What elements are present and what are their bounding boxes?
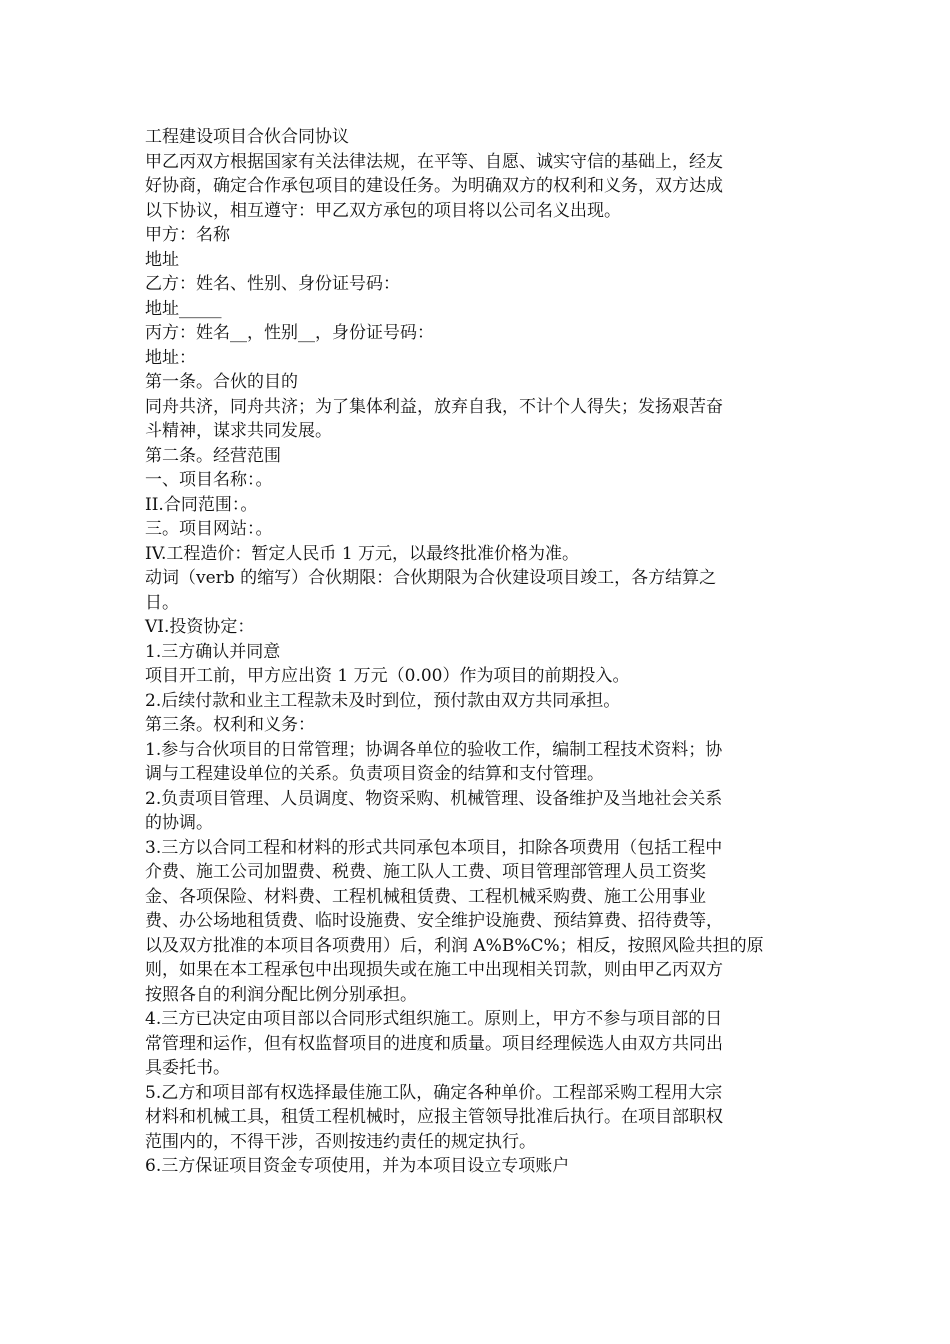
document-line: 范围内的，不得干涉，否则按违约责任的规定执行。 (145, 1131, 536, 1152)
document-line: 2.负责项目管理、人员调度、物资采购、机械管理、设备维护及当地社会关系 (145, 788, 723, 809)
document-line: 乙方：姓名、性别、身份证号码： (145, 274, 400, 294)
document-line: II.合同范围：。 (145, 494, 258, 515)
document-line: 丙方：姓名__，性别__，身份证号码： (145, 323, 434, 343)
document-line: 以下协议，相互遵守：甲乙双方承包的项目将以公司名义出现。 (145, 200, 621, 221)
document-line: 2.后续付款和业主工程款未及时到位，预付款由双方共同承担。 (145, 690, 621, 711)
document-line: 1.参与合伙项目的日常管理；协调各单位的验收工作，编制工程技术资料；协 (145, 739, 723, 760)
document-title: 工程建设项目合伙合同协议 (145, 127, 349, 147)
document-body (145, 125, 825, 1179)
document-line: 项目开工前，甲方应出资 1 万元（0.00）作为项目的前期投入。 (145, 666, 630, 686)
document-line: IV.工程造价：暂定人民币 1 万元，以最终批准价格为准。 (145, 543, 580, 564)
document-line: 日。 (145, 592, 179, 613)
document-line: 按照各自的利润分配比例分别承担。 (145, 984, 417, 1005)
document-line: 费、办公场地租赁费、临时设施费、安全维护设施费、预结算费、招待费等， (145, 911, 723, 931)
document-line: 一、项目名称：。 (145, 470, 273, 490)
document-line: 介费、施工公司加盟费、税费、施工队人工费、项目管理部管理人员工资奖 (145, 862, 706, 882)
document-line: 6.三方保证项目资金专项使用，并为本项目设立专项账户 (145, 1156, 570, 1176)
document-line: 地址 (145, 249, 179, 270)
document-line: 以及双方批准的本项目各项费用）后，利润 A%B%C%；相反，按照风险共担的原 (145, 935, 764, 956)
document-line: 则，如果在本工程承包中出现损失或在施工中出现相关罚款，则由甲乙丙双方 (145, 960, 723, 980)
document-line: 常管理和运作，但有权监督项目的进度和质量。项目经理候选人由双方共同出 (145, 1033, 723, 1054)
document-line: 地址： (145, 347, 196, 368)
document-line: VI.投资协定： (145, 617, 255, 637)
document-line: 5.乙方和项目部有权选择最佳施工队，确定各种单价。工程部采购工程用大宗 (145, 1082, 723, 1103)
document-line: 第一条。合伙的目的 (145, 372, 298, 392)
document-line: 调与工程建设单位的关系。负责项目资金的结算和支付管理。 (145, 764, 604, 784)
document-line: 斗精神，谋求共同发展。 (145, 421, 332, 441)
document-line: 三。项目网站：。 (145, 519, 273, 539)
document-line: 好协商，确定合作承包项目的建设任务。为明确双方的权利和义务，双方达成 (145, 176, 723, 196)
document-line: 同舟共济，同舟共济；为了集体利益，放弃自我，不计个人得失；发扬艰苦奋 (145, 396, 723, 417)
document-line: 3.三方以合同工程和材料的形式共同承包本项目，扣除各项费用（包括工程中 (145, 837, 723, 858)
document-line: 甲方：名称 (145, 225, 230, 245)
document-line: 1.三方确认并同意 (145, 641, 281, 662)
document-line: 的协调。 (145, 813, 213, 833)
document-line: 第二条。经营范围 (145, 445, 281, 466)
document-line: 具委托书。 (145, 1058, 230, 1078)
document-line: 动词（verb 的缩写）合伙期限：合伙期限为合伙建设项目竣工，各方结算之 (145, 568, 717, 588)
document-line: 甲乙丙双方根据国家有关法律法规，在平等、自愿、诚实守信的基础上，经友 (145, 151, 723, 172)
document-line: 地址_____ (145, 298, 222, 319)
document-line: 第三条。权利和义务： (145, 715, 315, 735)
document-line: 材料和机械工具，租赁工程机械时，应报主管领导批准后执行。在项目部职权 (145, 1107, 723, 1127)
document-line: 金、各项保险、材料费、工程机械租赁费、工程机械采购费、施工公用事业 (145, 886, 706, 907)
document-line: 4.三方已决定由项目部以合同形式组织施工。原则上，甲方不参与项目部的日 (145, 1009, 723, 1029)
